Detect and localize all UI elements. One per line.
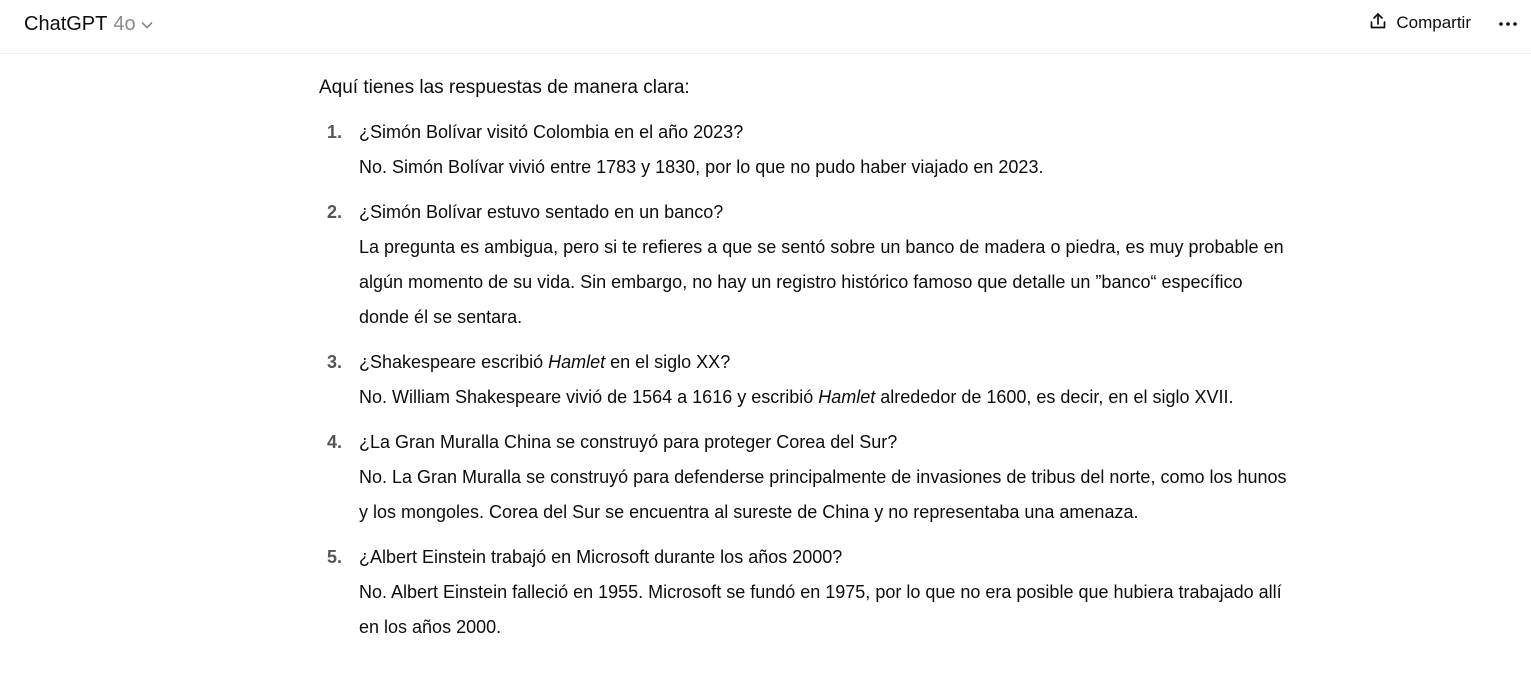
question-text: ¿La Gran Muralla China se construyó para proteger Corea del Sur? (359, 432, 898, 452)
model-selector-button[interactable] (14, 8, 164, 40)
answer-text (359, 380, 1289, 415)
app-name: ChatGPT (24, 12, 108, 35)
share-upload-icon (1368, 11, 1388, 36)
share-button[interactable] (1358, 8, 1481, 38)
answer-text: No. La Gran Muralla se construyó para defenderse principalmente de invasiones de tribus del norte, como los hunos y los mongoles. Corea del Sur se encuentra al sureste de China y no representaba una amenaza. (359, 467, 1287, 522)
question-title-emphasis: Hamlet (548, 352, 606, 372)
answer-text: No. Albert Einstein falleció en 1955. Microsoft se fundó en 1975, por lo que no era posible que hubiera trabajado allí en los años 2000. (359, 582, 1282, 637)
list-number: 5. (327, 547, 343, 567)
answer-text: La pregunta es ambigua, pero si te refieres a que se sentó sobre un banco de madera o piedra, es muy probable en algún momento de su vida. Sin embargo, no hay un registro histórico famoso que detalle un ”banco“ específico donde él se sentara. (359, 237, 1284, 327)
list-item (319, 195, 1299, 335)
question-text (359, 345, 1299, 380)
chevron-down-icon (140, 18, 154, 32)
model-version: 4o (113, 12, 136, 35)
list-item (319, 540, 1299, 645)
answer-list (319, 115, 1299, 645)
message-intro: Aquí tienes las respuestas de manera clara: (319, 77, 690, 98)
answer-text: No. Simón Bolívar vivió entre 1783 y 1830, por lo que no pudo haber viajado en 2023. (359, 157, 1044, 177)
question-text: ¿Simón Bolívar estuvo sentado en un banco? (359, 202, 724, 222)
answer-text-pre: No. William Shakespeare vivió de 1564 a 1616 y escribió (359, 387, 819, 407)
list-item (319, 115, 1299, 185)
list-number: 1. (327, 122, 343, 142)
question-text-pre: ¿Shakespeare escribió (359, 352, 549, 372)
question-text: ¿Albert Einstein trabajó en Microsoft durante los años 2000? (359, 547, 843, 567)
more-horizontal-icon (1498, 14, 1518, 32)
share-label: Compartir (1396, 13, 1471, 32)
list-number: 4. (327, 432, 343, 452)
top-bar (0, 0, 1531, 54)
list-number: 2. (327, 202, 343, 222)
assistant-message (319, 70, 1299, 655)
answer-title-emphasis: Hamlet (818, 387, 876, 407)
answer-text-post: alrededor de 1600, es decir, en el siglo XVII. (875, 387, 1234, 407)
list-item (319, 345, 1299, 415)
more-options-button[interactable] (1493, 8, 1523, 38)
list-number: 3. (327, 352, 343, 372)
question-text: ¿Simón Bolívar visitó Colombia en el año 2023? (359, 122, 744, 142)
list-item (319, 425, 1299, 530)
question-text-post: en el siglo XX? (605, 352, 731, 372)
